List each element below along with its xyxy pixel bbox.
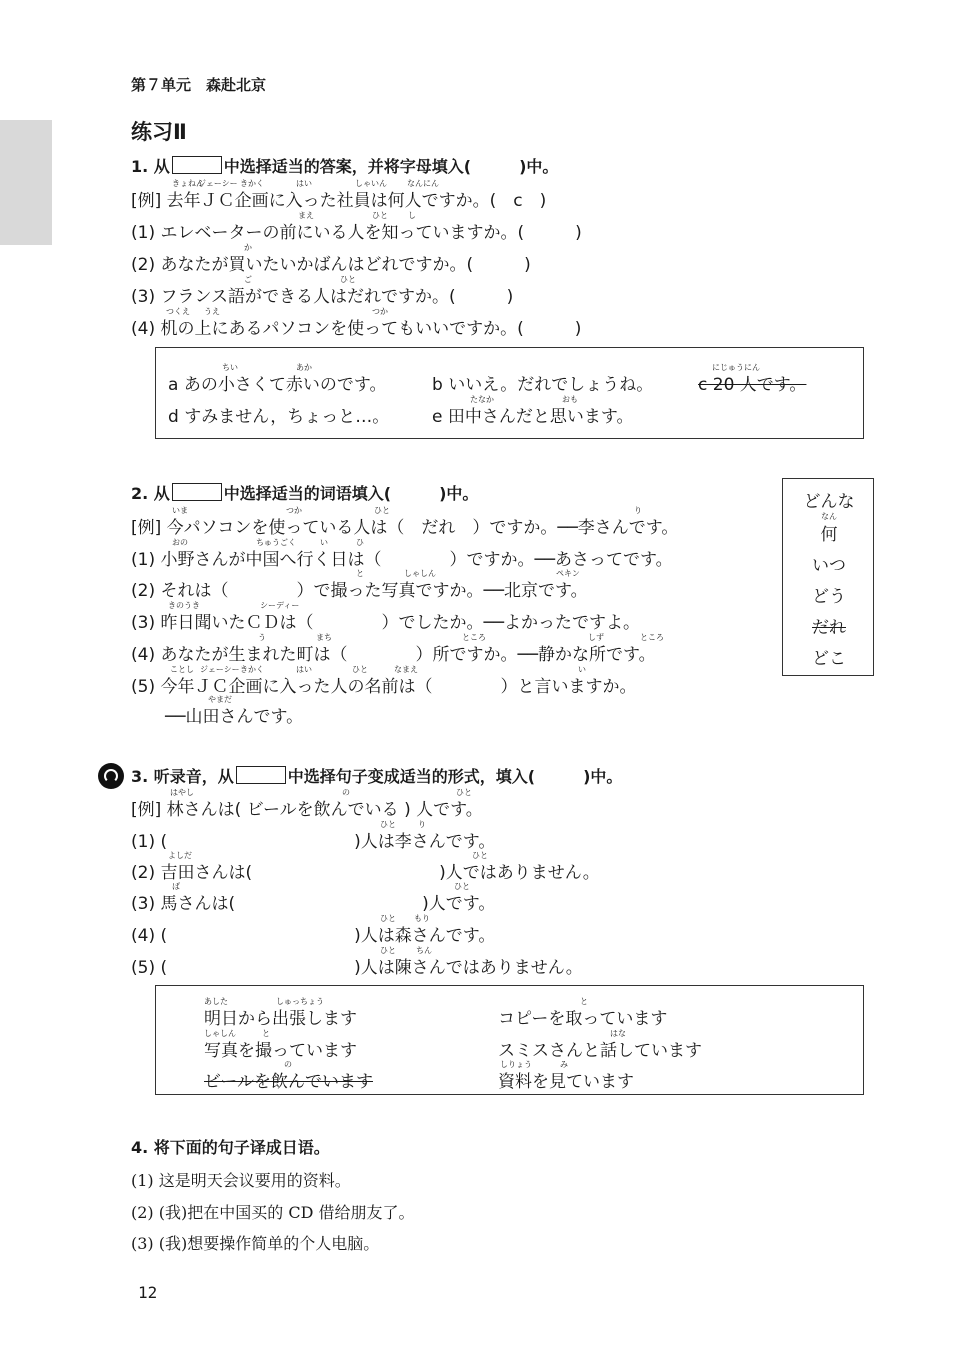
furigana: ひと [454, 882, 470, 891]
furigana: ひと [380, 946, 396, 955]
furigana: まち [316, 633, 332, 642]
q1-example: [例] 去年ＪＣ企画に入った社員は何人ですか。( c ) [131, 191, 547, 211]
furigana: の [342, 788, 350, 797]
q3-instruction: 3. 听录音，从 中选择句子变成适当的形式，填入( )中。 [131, 767, 623, 786]
furigana: うえ [204, 307, 220, 316]
furigana: い [578, 665, 586, 674]
q4-instruction: 4. 将下面的句子译成日语。 [131, 1138, 330, 1157]
q3-example: [例] 林さんは( ビールを飲んでいる ) 人です。 [131, 800, 483, 820]
q2-item-3: (3) 昨日聞いたＣＤは（ ）でしたか。──よかったですよ。 [131, 613, 640, 633]
q1-option-b: b いいえ。だれでしょうね。 [432, 375, 654, 395]
furigana: つか [286, 506, 302, 515]
furigana: ひ [356, 538, 364, 547]
furigana: シーディー [260, 601, 300, 610]
furigana: しゃしん [404, 569, 436, 578]
furigana: ちゅうごく [256, 538, 296, 547]
furigana: の [284, 1060, 292, 1069]
unit-header: 第７单元 森赴北京 [131, 76, 267, 94]
q2-word-box [782, 478, 874, 676]
q3-option: 資料を見ています [498, 1072, 634, 1092]
side-tab-marker [0, 120, 52, 245]
furigana: しりょう [500, 1060, 532, 1069]
q4-item-2: (2) (我)把在中国买的 CD 借给朋友了。 [131, 1203, 415, 1222]
q4-item-1: (1) 这是明天会议要用的资料。 [131, 1171, 351, 1190]
headphone-icon [98, 763, 124, 789]
furigana: り [418, 820, 426, 829]
furigana: きかく [240, 665, 264, 674]
furigana: と [262, 1029, 270, 1038]
furigana: ペキン [556, 569, 580, 578]
q2-instruction: 2. 从 中选择适当的词语填入( )中。 [131, 484, 479, 503]
furigana: つか [372, 307, 388, 316]
furigana: あした [204, 997, 228, 1006]
q3-option: スミスさんと話しています [498, 1041, 702, 1061]
furigana: ことし [170, 665, 194, 674]
q1-option-e: e 田中さんだと思います。 [432, 407, 634, 427]
furigana: しゃしん [204, 1029, 236, 1038]
furigana: おの [172, 538, 188, 547]
word-option: どう [812, 587, 846, 607]
q3-option: コピーを取っています [498, 1009, 668, 1029]
q3-option: 写真を撮っています [204, 1041, 357, 1061]
exercise-title: 练习Ⅱ [131, 120, 187, 144]
q2-blank-box [172, 483, 222, 501]
furigana: ひと [380, 820, 396, 829]
word-option: どこ [812, 649, 846, 669]
q2-item-5: (5) 今年ＪＣ企画に入った人の名前は（ ）と言いますか。 [131, 677, 637, 697]
furigana: ひと [380, 914, 396, 923]
q3-item-5: (5) ( )人は陳さんではありません。 [131, 958, 583, 978]
q1-option-a: a あの小さくて赤いのです。 [168, 375, 387, 395]
furigana: やまだ [208, 695, 232, 704]
q1-option-c: c 20 人です。 [698, 375, 807, 395]
furigana: はやし [170, 788, 194, 797]
furigana: ちい [222, 363, 238, 372]
furigana: ジェーシー [198, 179, 238, 188]
furigana: ちん [416, 946, 432, 955]
furigana: ひと [456, 788, 472, 797]
furigana: はい [296, 179, 312, 188]
q1-item-2: (2) あなたが買いたいかばんはどれですか。( ) [131, 255, 531, 275]
furigana: あか [296, 363, 312, 372]
q1-option-d: d すみません，ちょっと…。 [168, 407, 390, 427]
q3-blank-box [236, 766, 286, 784]
page-number: 12 [138, 1283, 158, 1302]
furigana: ひと [340, 275, 356, 284]
furigana: いま [172, 506, 188, 515]
q1-blank-box [172, 156, 222, 174]
furigana: しず [588, 633, 604, 642]
furigana: ひと [372, 211, 388, 220]
q4-item-3: (3) (我)想要操作简单的个人电脑。 [131, 1234, 380, 1253]
furigana: み [560, 1060, 568, 1069]
q1-instruction: 1. 从 中选择适当的答案，并将字母填入( )中。 [131, 157, 559, 176]
furigana: きのうき [168, 601, 200, 610]
furigana: ところ [640, 633, 664, 642]
furigana: と [580, 997, 588, 1006]
furigana: しゃいん [355, 179, 387, 188]
q2-item-5-answer: ──山田さんです。 [165, 707, 304, 727]
furigana: なんにん [407, 179, 439, 188]
furigana: ひと [374, 506, 390, 515]
furigana: ひと [352, 665, 368, 674]
furigana: し [408, 211, 416, 220]
q2-item-4: (4) あなたが生まれた町は（ ）所ですか。──静かな所です。 [131, 645, 656, 665]
furigana: にじゅうにん [712, 363, 760, 372]
furigana: はな [610, 1029, 626, 1038]
q2-item-2: (2) それは（ ）で撮った写真ですか。──北京です。 [131, 581, 588, 601]
word-option: いつ [812, 556, 846, 576]
word-option: どんな [803, 492, 855, 512]
q3-option: 明日から出張します [204, 1009, 357, 1029]
furigana: なん [821, 512, 837, 521]
furigana: ひと [472, 851, 488, 860]
furigana: ジェーシー [200, 665, 240, 674]
furigana: きかく [240, 179, 264, 188]
word-option: 何 [820, 525, 838, 545]
furigana: まえ [298, 211, 314, 220]
word-option-used: だれ [812, 618, 846, 638]
furigana: と [356, 569, 364, 578]
furigana: う [258, 633, 266, 642]
furigana: もり [414, 914, 430, 923]
furigana: ところ [462, 633, 486, 642]
furigana: つくえ [166, 307, 190, 316]
furigana: ば [172, 882, 180, 891]
furigana: しゅっちょう [276, 997, 324, 1006]
furigana: い [320, 538, 328, 547]
q3-item-1: (1) ( )人は李さんです。 [131, 832, 496, 852]
q3-item-3: (3) 馬さんは( )人です。 [131, 894, 496, 914]
furigana: よしだ [168, 851, 192, 860]
q2-item-1: (1) 小野さんが中国へ行く日は（ ）ですか。──あさってです。 [131, 550, 673, 570]
q1-item-4: (4) 机の上にあるパソコンを使ってもいいですか。( ) [131, 319, 582, 339]
furigana: ご [244, 275, 252, 284]
furigana: きょねん [172, 179, 204, 188]
q3-item-2: (2) 吉田さんは( )人ではありません。 [131, 863, 600, 883]
furigana: おも [562, 395, 578, 404]
q2-example: [例] 今パソコンを使っている人は（ だれ ）ですか。──李さんです。 [131, 518, 679, 538]
q3-item-4: (4) ( )人は森さんです。 [131, 926, 496, 946]
furigana: たなか [470, 395, 494, 404]
furigana: り [634, 506, 642, 515]
furigana: なまえ [394, 665, 418, 674]
furigana: か [244, 243, 252, 252]
q1-item-3: (3) フランス語ができる人はだれですか。( ) [131, 287, 514, 307]
q3-option-used: ビールを飲んでいます [204, 1072, 373, 1092]
q1-item-1: (1) エレベーターの前にいる人を知っていますか。( ) [131, 223, 582, 243]
furigana: はい [296, 665, 312, 674]
